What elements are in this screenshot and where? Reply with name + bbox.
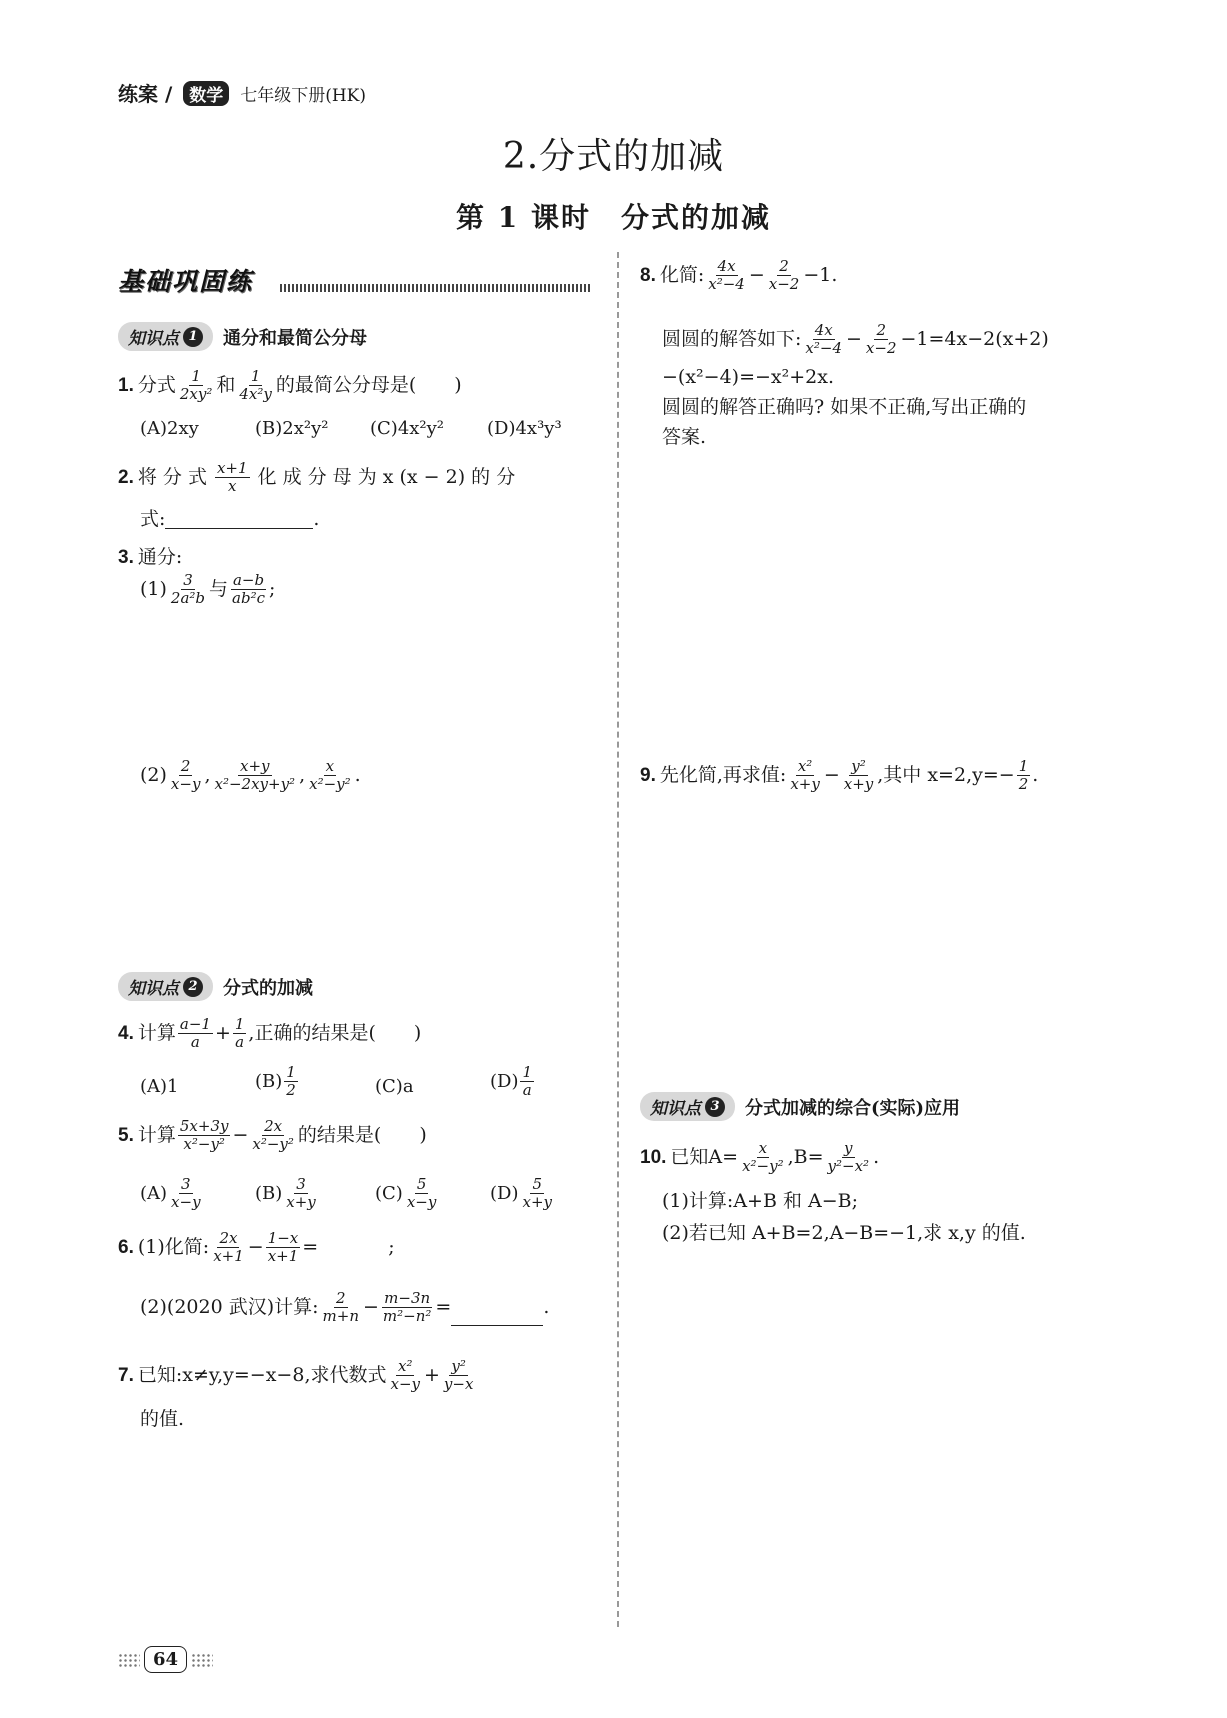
dots-ornament-icon [118,1653,140,1667]
knowledge-point-3 [640,1092,960,1121]
question-9: 9. 先化简,再求值: $\frac{\text{x²}}{x+y}$ − $\frac{\text{y²}}{x+y}$ ,其中 x=2,y=− $\frac{1}{2}$ . [640,757,1039,794]
header-slash: / [164,82,173,106]
kp2-badge: 知识点 2 [118,972,213,1001]
fraction: $\frac{2}{m+n}$ [322,1289,359,1326]
q4-option-d: (D) $\frac{1}{a}$ [490,1063,533,1100]
question-10-part-1: (1)计算:A+B 和 A−B; [662,1190,859,1212]
kp1-badge: 知识点 1 [118,322,213,351]
answer-blank[interactable] [451,1307,543,1326]
fraction: $\frac{3}{x-y}$ [171,1175,201,1212]
question-8-prompt-line2: 答案. [662,426,707,448]
q1-option-d: (D)4x³y³ [487,418,562,439]
kp3-badge: 知识点 3 [640,1092,735,1121]
fraction: $\frac{\text{y²}}{y-x}$ [443,1357,474,1394]
fraction: $\frac{1}{\text{4x²y}}$ [239,367,272,404]
q4-option-a: (A)1 [140,1076,179,1097]
lesson-subtitle: 第 1 课时 分式的加减 [456,201,771,234]
kp1-title: 通分和最简公分母 [223,327,367,349]
question-2-line2: 式: . [140,508,320,530]
knowledge-point-1 [118,322,367,351]
q5-option-d: (D) $\frac{5}{x+y}$ [490,1175,552,1212]
question-5: 5. 计算 $\frac{5x+3y}{\text{x²−y²}}$ − $\frac{2x}{\text{x²−y²}}$ 的结果是( ) [118,1117,427,1154]
running-header [118,78,366,107]
question-3-part-1: (1) $\frac{3}{\text{2a²b}}$ 与 $\frac{a-b}{\text{ab²c}}$ ; [140,571,276,608]
answer-blank[interactable] [165,510,313,529]
column-divider [617,252,619,1627]
q5-option-c: (C) $\frac{5}{x-y}$ [375,1175,437,1212]
q1-option-c: (C)4x²y² [370,418,445,439]
fraction: $\frac{4x}{\text{x²−4}}$ [805,321,842,358]
fraction: $\frac{2}{x-2}$ [768,257,800,294]
header-brand: 练案 [118,82,158,106]
fraction: $\frac{x+y}{\text{x²−2xy+y²}}$ [214,757,296,794]
page-number [118,1646,213,1673]
q5-option-a: (A) $\frac{3}{x-y}$ [140,1175,201,1212]
fraction: $\frac{a-1}{a}$ [179,1015,211,1052]
question-10: 10. 已知A= $\frac{x}{\text{x²−y²}}$ ,B= $\frac{y}{\text{y²−x²}}$ . [640,1139,880,1176]
question-7: 7. 已知:x≠y,y=−x−8,求代数式 $\frac{\text{x²}}{x-y}$ + $\frac{\text{y²}}{y-x}$ [118,1357,474,1394]
fraction: $\frac{x}{\text{x²−y²}}$ [309,757,351,794]
fraction: $\frac{a-b}{\text{ab²c}}$ [232,571,266,608]
fraction: $\frac{\text{x²}}{x-y}$ [390,1357,420,1394]
q5-option-b: (B) $\frac{3}{x+y}$ [255,1175,316,1212]
kp3-title: 分式加减的综合(实际)应用 [745,1097,961,1119]
question-3-part-2: (2) $\frac{2}{x-y}$ , $\frac{x+y}{\text{x²−2xy+y²}}$ , $\frac{x}{\text{x²−y²}}$ . [140,757,361,794]
fraction: $\frac{2}{x-y}$ [170,757,201,794]
q4-option-b: (B) $\frac{1}{2}$ [255,1063,296,1100]
fraction: $\frac{\text{y²}}{x+y}$ [843,757,874,794]
question-8: 8. 化简: $\frac{4x}{\text{x²−4}}$ − $\frac{2}{x-2}$ −1. [640,257,838,294]
fraction: $\frac{m-3n}{\text{m²−n²}}$ [382,1289,432,1326]
fraction: $\frac{1-x}{x+1}$ [267,1229,299,1266]
dots-ornament-icon [191,1653,213,1667]
q1-option-a: (A)2xy [140,418,199,439]
fraction: $\frac{5x+3y}{\text{x²−y²}}$ [179,1117,229,1154]
fraction: $\frac{3}{\text{2a²b}}$ [170,571,206,608]
question-10-part-2: (2)若已知 A+B=2,A−B=−1,求 x,y 的值. [662,1222,1026,1244]
question-6-part-1: 6. (1)化简: $\frac{2x}{x+1}$ − $\frac{1-x}{x+1}$ = ; [118,1229,395,1266]
question-8-solution: 圆圆的解答如下: $\frac{4x}{\text{x²−4}}$ − $\frac{2}{x-2}$ −1=4x−2(x+2) [662,321,1049,358]
q4-option-c: (C)a [375,1076,414,1097]
banner-text: 基础巩固练 [118,267,254,296]
question-4: 4. 计算 $\frac{a-1}{a}$ + $\frac{1}{a}$ ,正确的结果是( ) [118,1015,422,1052]
fraction: $\frac{1}{2}$ [286,1063,296,1100]
page-number-box: 64 [144,1646,187,1673]
fraction: $\frac{5}{x+y}$ [522,1175,552,1212]
subject-badge: 数学 [183,81,229,106]
fraction: $\frac{\text{x²}}{x+y}$ [790,757,820,794]
fraction: $\frac{2x}{x+1}$ [213,1229,244,1266]
question-8-prompt: 圆圆的解答正确吗? 如果不正确,写出正确的 [662,396,1027,418]
kp2-title: 分式的加减 [223,977,313,999]
fraction: $\frac{4x}{\text{x²−4}}$ [708,257,745,294]
fraction: $\frac{2x}{\text{x²−y²}}$ [252,1117,294,1154]
banner-rule [280,284,592,292]
fraction: $\frac{x}{\text{x²−y²}}$ [742,1139,784,1176]
fraction: $\frac{3}{x+y}$ [286,1175,316,1212]
knowledge-point-2 [118,972,313,1001]
fraction: $\frac{y}{\text{y²−x²}}$ [827,1139,870,1176]
question-6-part-2: (2)(2020 武汉)计算: $\frac{2}{m+n}$ − $\frac{m-3n}{\text{m²−n²}}$ = . [140,1289,550,1326]
question-2: 2. 将 分 式 $\frac{x+1}{x}$ 化 成 分 母 为 x (x − 2) 的 分 [118,459,516,496]
fraction: $\frac{1}{a}$ [522,1063,533,1100]
kp2-number-icon: 2 [183,977,203,997]
question-7-line2: 的值. [140,1408,185,1430]
fraction: $\frac{1}{a}$ [234,1015,245,1052]
kp1-number-icon: 1 [183,327,203,347]
section-banner [118,262,253,298]
question-1: 1. 分式 $\frac{1}{\text{2xy²}}$ 和 $\frac{1}{\text{4x²y}}$ 的最简公分母是( ) [118,367,462,404]
page-title: 2.分式的加减 [502,136,725,177]
fraction: $\frac{1}{\text{2xy²}}$ [179,367,213,404]
fraction: $\frac{5}{x-y}$ [406,1175,437,1212]
fraction: $\frac{1}{2}$ [1018,757,1029,794]
question-8-solution-line2: −(x²−4)=−x²+2x. [662,366,835,388]
fraction: $\frac{2}{x-2}$ [865,321,897,358]
fraction: $\frac{x+1}{x}$ [216,459,248,496]
q1-option-b: (B)2x²y² [255,418,329,439]
header-grade: 七年级下册(HK) [240,86,367,106]
question-3: 3. 通分: [118,546,183,568]
kp3-number-icon: 3 [705,1097,725,1117]
